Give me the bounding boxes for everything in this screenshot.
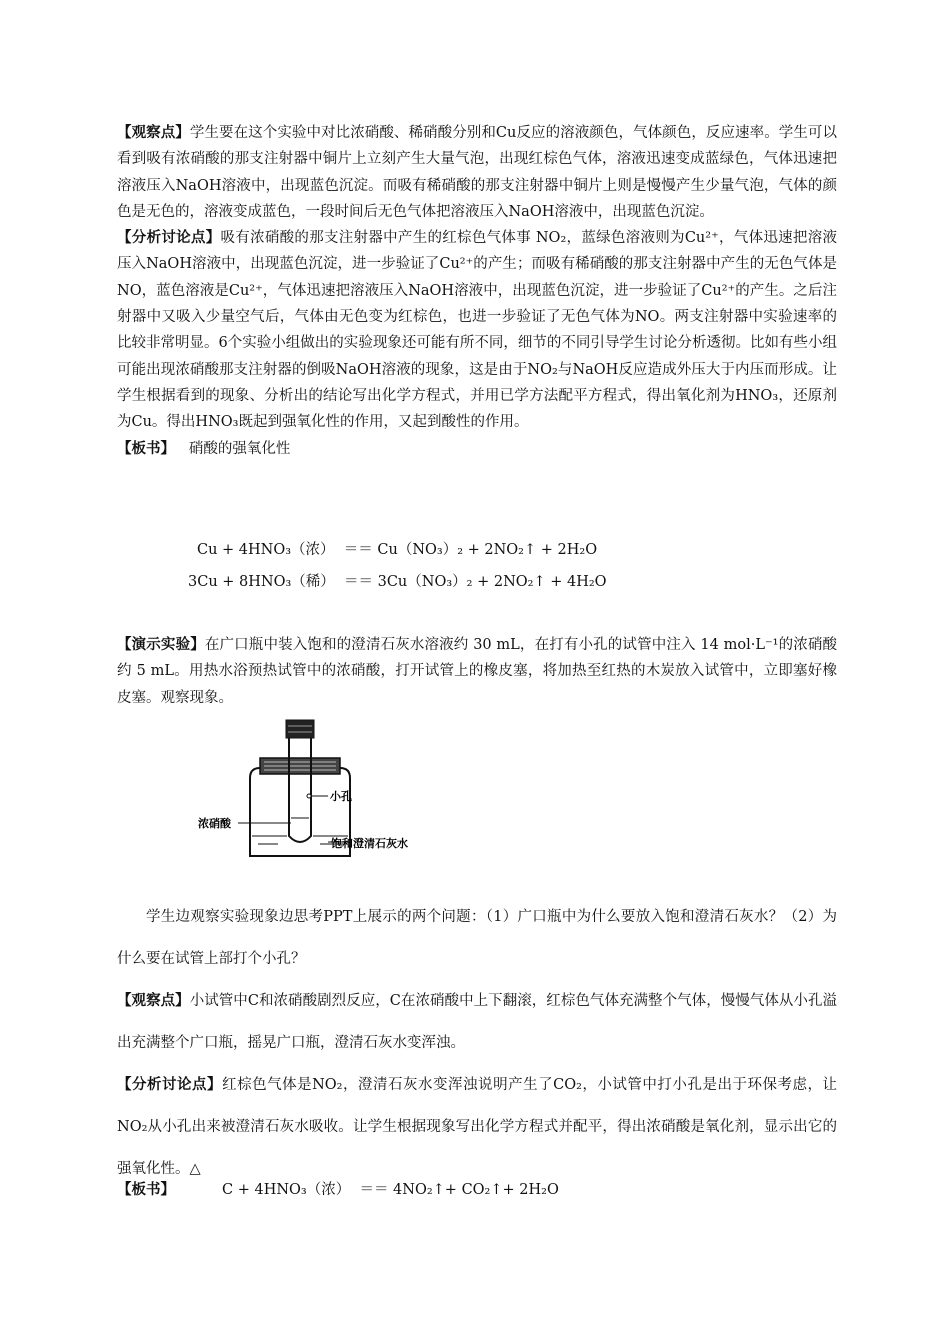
observation-paragraph-2	[117, 980, 837, 1064]
equation-copper-concentrated: Cu + 4HNO₃（浓） ＝＝ Cu（NO₃）₂ + 2NO₂↑ + 2H₂O	[197, 542, 598, 558]
analysis-paragraph-2	[117, 1064, 837, 1190]
equation-copper-dilute: 3Cu + 8HNO₃（稀） ＝＝ 3Cu（NO₃）₂ + 2NO₂↑ + 4H₂O	[188, 574, 607, 590]
demo-text: 在广口瓶中装入饱和的澄清石灰水溶液约 30 mL，在打有小孔的试管中注入 14 mol·L⁻¹的浓硝酸约 5 mL。用热水浴预热试管中的浓硝酸，打开试管上的橡皮塞，将加热至红热的木炭放入试管中，立即塞好橡皮塞。观察现象。	[117, 637, 838, 706]
section-copper-reaction	[117, 120, 837, 462]
analysis-tag: 【分析讨论点】	[117, 229, 221, 247]
label-hole: 小孔	[330, 790, 352, 803]
analysis-text: 吸有浓硝酸的那支注射器中产生的红棕色气体事 NO₂，蓝绿色溶液则为Cu²⁺，气体迅速把溶液压入NaOH溶液中，出现蓝色沉淀，进一步验证了Cu²⁺的产生；而吸有稀硝酸的那支注射器中产生的无色气体是NO，蓝色溶液是Cu²⁺，气体迅速把溶液压入NaOH溶液中，出现蓝色沉淀，进一步验证了Cu²⁺的产生。之后注射器中又吸入少量空气后，气体由无色变为红棕色，也进一步验证了无色气体为NO。两支注射器中实验速率的比较非常明显。6个实验小组做出的实验现象还可能有所不同，细节的不同引导学生讨论分析透彻。比如有些小组可能出现浓硝酸那支注射器的倒吸NaOH溶液的现象，这是由于NO₂与NaOH反应造成外压大于内压而形成。让学生根据看到的现象、分析出的结论写出化学方程式，并用已学方法配平方程式，得出氧化剂为HNO₃，还原剂为Cu。得出HNO₃既起到强氧化性的作用，又起到酸性的作用。	[117, 230, 837, 431]
question-paragraph: 学生边观察实验现象边思考PPT上展示的两个问题：（1）广口瓶中为什么要放入饱和澄清石灰水？（2）为什么要在试管上部打个小孔？	[117, 909, 837, 967]
small-hole	[307, 794, 311, 798]
observation-text-2: 小试管中C和浓硝酸剧烈反应，C在浓硝酸中上下翻滚，红棕色气体充满整个气体，慢慢气体从小孔溢出充满整个广口瓶，摇晃广口瓶，澄清石灰水变浑浊。	[117, 993, 838, 1051]
analysis-text-2: 红棕色气体是NO₂，澄清石灰水变浑浊说明产生了CO₂，小试管中打小孔是出于环保考虑，让NO₂从小孔出来被澄清石灰水吸收。让学生根据现象写出化学方程式并配平，得出浓硝酸是氧化剂，显示出它的强氧化性。△	[117, 1077, 838, 1177]
board-tag: 【板书】	[117, 439, 175, 457]
analysis-tag-2: 【分析讨论点】	[117, 1076, 223, 1093]
label-limewater: 饱和澄清石灰水	[331, 837, 408, 850]
test-tube	[289, 722, 311, 842]
board-title: 硝酸的强氧化性	[188, 440, 291, 457]
observation-tag-2: 【观察点】	[117, 992, 190, 1009]
demo-tag: 【演示实验】	[117, 636, 205, 653]
observation-paragraph-1	[117, 120, 837, 225]
tube-stopper	[286, 720, 314, 738]
equation-carbon: C + 4HNO₃（浓） ＝＝ 4NO₂↑+ CO₂↑+ 2H₂O	[222, 1182, 559, 1198]
analysis-paragraph-1	[117, 225, 837, 435]
section-carbon-reaction	[117, 896, 837, 1190]
board-heading-2	[117, 1180, 175, 1200]
board-heading-1	[117, 436, 837, 462]
demo-experiment-paragraph	[117, 632, 837, 711]
apparatus-diagram	[188, 718, 428, 868]
observation-text: 学生要在这个实验中对比浓硝酸、稀硝酸分别和Cu反应的溶液颜色，气体颜色，反应速率。学生可以看到吸有浓硝酸的那支注射器中铜片上立刻产生大量气泡，出现红棕色气体，溶液迅速变成蓝绿色，气体迅速把溶液压入NaOH溶液中，出现蓝色沉淀。而吸有稀硝酸的那支注射器中铜片上则是慢慢产生少量气泡，气体的颜色是无色的，溶液变成蓝色，一段时间后无色气体把溶液压入NaOH溶液中，出现蓝色沉淀。	[117, 125, 837, 220]
observation-tag: 【观察点】	[117, 124, 190, 141]
label-acid: 浓硝酸	[198, 817, 231, 830]
demo-text-block	[117, 632, 837, 711]
board-tag-2: 【板书】	[117, 1181, 175, 1198]
